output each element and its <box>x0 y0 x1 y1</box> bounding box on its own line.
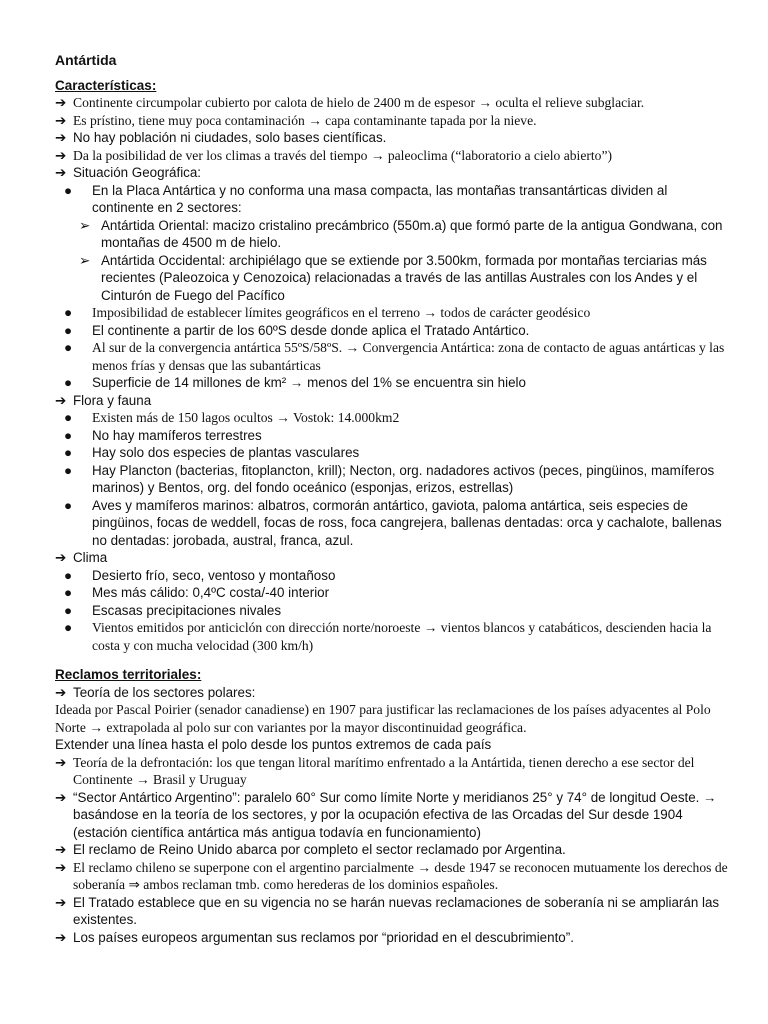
list-item: ● Hay solo dos especies de plantas vasculares <box>64 445 360 460</box>
bullet-icon: ● <box>64 567 73 583</box>
arrow-icon: ➔ <box>55 112 67 128</box>
list-item: ● No hay mamíferos terrestres <box>64 427 262 443</box>
arrow-icon: ➔ <box>55 392 67 408</box>
bullet-icon: ● <box>64 322 73 338</box>
bullet-icon: ● <box>64 462 73 478</box>
list-item: ➔ Teoría de los sectores polares: <box>55 684 256 700</box>
heading-caracteristicas: Características: <box>55 77 157 93</box>
arrow-icon: ➔ <box>55 929 67 945</box>
list-item: ● Existen más de 150 lagos ocultos → Vostok: 14.000km2 <box>64 410 400 425</box>
document-title: Antártida <box>55 52 117 68</box>
list-item-flora: ➔ Flora y fauna <box>55 392 152 408</box>
sub-arrow-icon: ➢ <box>79 252 91 268</box>
arrow-icon: ➔ <box>55 894 67 910</box>
list-item: ➔ Los países europeos argumentan sus reclamos por “prioridad en el descubrimiento”. <box>55 929 574 945</box>
arrow-icon: ➔ <box>55 95 67 110</box>
list-item: ➔ Es prístino, tiene muy poca contaminación → capa contaminante tapada por la nieve. <box>55 112 537 128</box>
bullet-icon: ● <box>64 182 73 198</box>
bullet-icon: ● <box>64 375 73 390</box>
list-item: ● Imposibilidad de establecer límites geográficos en el terreno → todos de carácter geodésico <box>64 305 591 320</box>
list-item: ➢ Antártida Occidental: archipiélago que se extiende por 3.500km, formada por montañas terciarias más recientes (Paleozoica y Cenozoica) relacionadas a través de las antillas Australes con los Andes y el Cinturón de Fuego del Pacífico <box>79 252 707 303</box>
sub-arrow-icon: ➢ <box>79 217 91 233</box>
heading-reclamos: Reclamos territoriales: <box>55 667 202 682</box>
arrow-icon: ➔ <box>55 859 67 875</box>
arrow-icon: ➔ <box>55 684 67 700</box>
arrow-icon: ➔ <box>55 550 67 565</box>
list-item: ➔ No hay población ni ciudades, solo bases científicas. <box>55 130 387 145</box>
arrow-icon: ➔ <box>55 165 67 180</box>
reclamos-list <box>55 684 728 947</box>
bullet-icon: ● <box>64 410 73 425</box>
arrow-icon: ➔ <box>55 842 67 857</box>
bullet-icon: ● <box>64 427 73 443</box>
list-item: ● Desierto frío, seco, ventoso y montañoso <box>64 567 336 583</box>
list-item: ● Superficie de 14 millones de km² → menos del 1% se encuentra sin hielo <box>64 375 526 390</box>
list-item: ➔ Teoría de la defrontación: los que tengan litoral marítimo enfrentado a la Antártida, tienen derecho a ese sector del Continente → Brasil y Uruguay <box>55 754 695 787</box>
list-item: ➢ Antártida Oriental: macizo cristalino precámbrico (550m.a) que formó parte de la antigua Gondwana, con montañas de 4500 m de hielo. <box>79 217 723 250</box>
bullet-icon: ● <box>64 585 73 600</box>
list-item-situacion: ➔ Situación Geográfica: <box>55 165 202 180</box>
list-item: ● El continente a partir de los 60ºS desde donde aplica el Tratado Antártico. <box>64 322 530 338</box>
list-item: ➔ “Sector Antártico Argentino”: paralelo 60° Sur como límite Norte y meridianos 25° y 74° de longitud Oeste. → basándose en la teoría de los sectores, y por la ocupación efectiva de las Orcadas del Sur desde 1904 (estación científica antártica más antigua todavía en funcionamiento) <box>55 789 717 840</box>
list-item: ● Hay Plancton (bacterias, fitoplancton, krill); Necton, org. nadadores activos (peces, pingüinos, mamíferos marinos) y Bentos, org. del fondo oceánico (esponjas, erizos, estrellas) <box>64 462 715 495</box>
list-item: ● Al sur de la convergencia antártica 55ºS/58ºS. → Convergencia Antártica: zona de contacto de aguas antárticas y las menos frías y densas que las subantárticas <box>64 340 725 373</box>
list-item: ➔ El reclamo de Reino Unido abarca por completo el sector reclamado por Argentina. <box>55 842 566 857</box>
arrow-icon: ➔ <box>55 789 67 805</box>
list-item: ➔ El Tratado establece que en su vigencia no se harán nuevas reclamaciones de soberanía ni se ampliarán las existentes. <box>55 894 720 927</box>
paragraph: Ideada por Pascal Poirier (senador canadiense) en 1907 para justificar las reclamaciones de los países adyacentes al Polo Norte → extrapolada al polo sur con variantes por la mayor discontinuidad geográfica. <box>55 702 711 735</box>
list-item: ➔ El reclamo chileno se superpone con el argentino parcialmente → desde 1947 se reconocen mutuamente los derechos de soberanía ⇒ ambos reclaman tmb. como herederas de los dominios españoles. <box>55 859 728 892</box>
arrow-icon: ➔ <box>55 754 67 770</box>
bullet-icon: ● <box>64 305 73 320</box>
bullet-icon: ● <box>64 340 73 355</box>
list-item-clima: ➔ Clima <box>55 550 108 565</box>
paragraph: Extender una línea hasta el polo desde los puntos extremos de cada país <box>55 737 492 752</box>
list-item: ● Mes más cálido: 0,4ºC costa/-40 interior <box>64 585 330 600</box>
list-item: ➔ Da la posibilidad de ver los climas a través del tiempo → paleoclima (“laboratorio a cielo abierto”) <box>55 147 613 163</box>
bullet-icon: ● <box>64 620 73 635</box>
arrow-icon: ➔ <box>55 130 67 145</box>
list-item: ● Vientos emitidos por anticiclón con dirección norte/noroeste → vientos blancos y catabáticos, descienden hacia la costa y con mucha velocidad (300 km/h) <box>64 620 712 653</box>
bullet-icon: ● <box>64 602 73 618</box>
bullet-icon: ● <box>64 497 73 513</box>
list-item: ● Escasas precipitaciones nivales <box>64 602 282 618</box>
list-item: ➔ Continente circumpolar cubierto por calota de hielo de 2400 m de espesor → oculta el relieve subglaciar. <box>55 95 645 110</box>
caracteristicas-list <box>55 94 728 654</box>
bullet-icon: ● <box>64 445 73 460</box>
list-item: ● Aves y mamíferos marinos: albatros, cormorán antártico, gaviota, paloma antártica, seis especies de pingüinos, focas de weddell, focas de ross, foca cangrejera, ballenas dentadas: orca y cachalote, ballenas no dentadas: jorobada, austral, franca, azul. <box>64 497 722 548</box>
arrow-icon: ➔ <box>55 147 67 163</box>
list-item: ● En la Placa Antártica y no conforma una masa compacta, las montañas transantárticas dividen al continente en 2 sectores: <box>64 182 668 215</box>
